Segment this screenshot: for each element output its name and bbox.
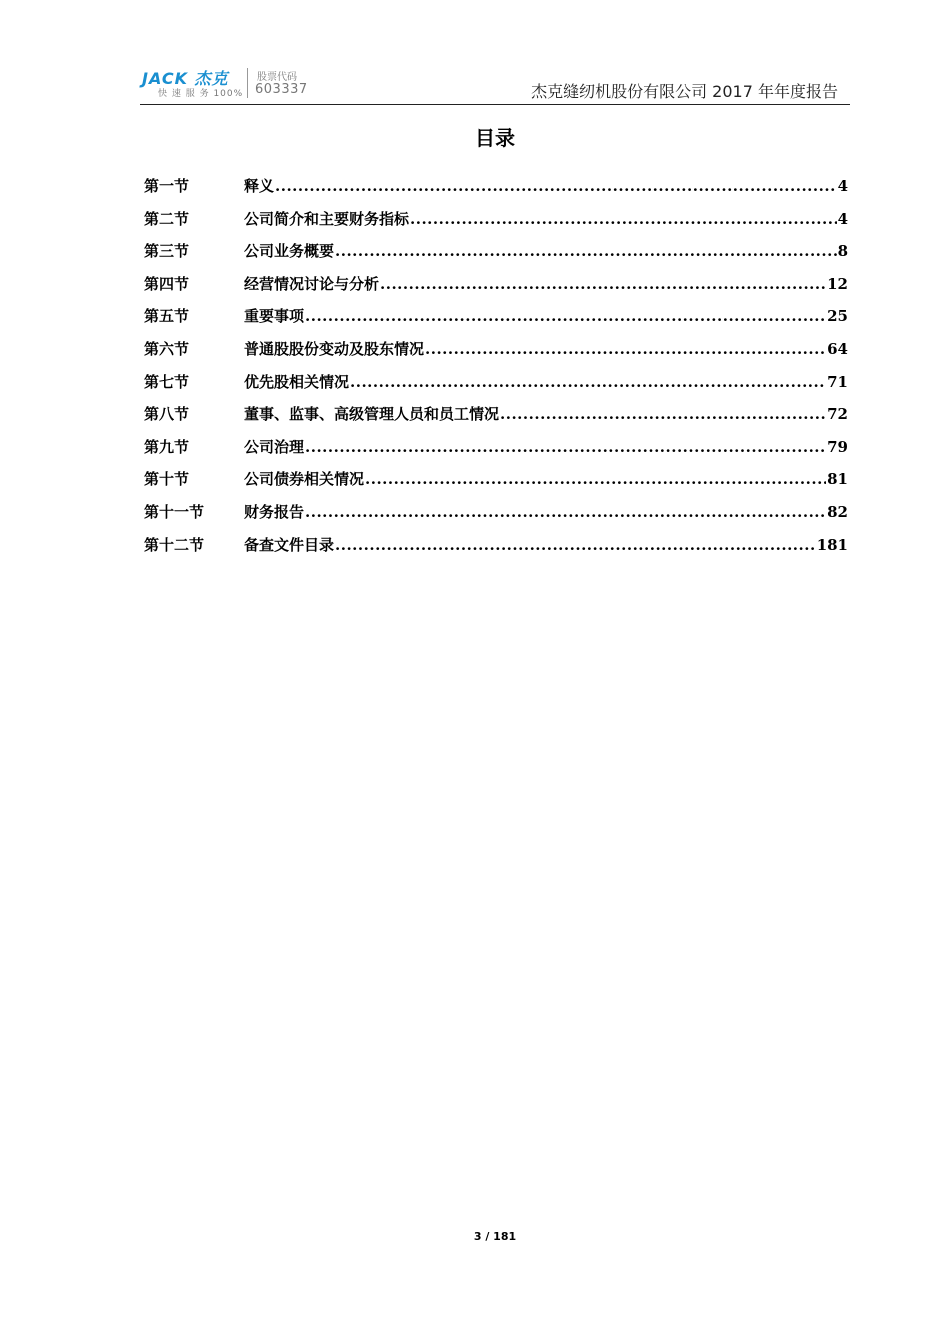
toc-page-number[interactable]: 12 bbox=[827, 274, 848, 293]
toc-section-number: 第八节 bbox=[144, 405, 190, 424]
company-logo bbox=[140, 66, 310, 100]
toc-dot-leader bbox=[380, 275, 826, 293]
toc-section-title[interactable]: 公司业务概要 bbox=[244, 242, 335, 261]
toc-section-number: 第三节 bbox=[144, 242, 190, 261]
toc-page-number[interactable]: 81 bbox=[827, 470, 848, 489]
toc-section-number: 第十节 bbox=[144, 470, 190, 489]
toc-dot-leader bbox=[425, 340, 826, 358]
toc-section-number: 第十一节 bbox=[144, 502, 205, 521]
toc-page-number[interactable]: 64 bbox=[827, 339, 848, 358]
toc-entry[interactable] bbox=[144, 338, 848, 371]
toc-page-number[interactable]: 8 bbox=[837, 242, 848, 261]
toc-section-title[interactable]: 重要事项 bbox=[244, 307, 305, 326]
logo-slogan: 快 速 服 务 100% bbox=[158, 89, 244, 99]
toc-page-number[interactable]: 4 bbox=[837, 177, 848, 195]
toc-dot-leader bbox=[335, 536, 816, 554]
toc-dot-leader bbox=[365, 470, 826, 488]
toc-section-title[interactable]: 财务报告 bbox=[244, 502, 305, 521]
toc-dot-leader bbox=[305, 307, 826, 325]
toc-dot-leader bbox=[305, 503, 826, 521]
table-of-contents bbox=[144, 175, 848, 566]
toc-section-title[interactable]: 备查文件目录 bbox=[244, 535, 335, 554]
toc-entry[interactable] bbox=[144, 240, 848, 273]
toc-dot-leader bbox=[275, 177, 837, 195]
toc-section-number: 第七节 bbox=[144, 372, 190, 391]
toc-entry[interactable] bbox=[144, 175, 848, 208]
toc-entry[interactable] bbox=[144, 305, 848, 338]
toc-dot-leader bbox=[410, 210, 837, 228]
toc-section-title[interactable]: 释义 bbox=[244, 177, 275, 195]
toc-page-number[interactable]: 72 bbox=[827, 405, 848, 424]
toc-page-number[interactable]: 79 bbox=[827, 437, 848, 456]
page-number: 3 / 181 bbox=[473, 1230, 517, 1243]
toc-section-title[interactable]: 优先股相关情况 bbox=[244, 372, 350, 391]
logo-brand: JACK 杰克 bbox=[142, 69, 229, 88]
toc-section-title[interactable]: 普通股股份变动及股东情况 bbox=[244, 339, 425, 358]
toc-section-number: 第一节 bbox=[144, 177, 190, 195]
toc-dot-leader bbox=[500, 405, 826, 423]
toc-heading: 目录 bbox=[475, 126, 515, 150]
toc-page-number[interactable]: 71 bbox=[827, 372, 848, 391]
toc-section-title[interactable]: 公司简介和主要财务指标 bbox=[244, 209, 410, 228]
toc-entry[interactable] bbox=[144, 501, 848, 534]
toc-section-number: 第四节 bbox=[144, 274, 190, 293]
toc-entry[interactable] bbox=[144, 468, 848, 501]
toc-dot-leader bbox=[350, 373, 826, 391]
toc-section-number: 第五节 bbox=[144, 307, 190, 326]
toc-section-number: 第九节 bbox=[144, 437, 190, 456]
toc-page-number[interactable]: 4 bbox=[837, 209, 848, 228]
report-title: 杰克缝纫机股份有限公司 2017 年年度报告 bbox=[531, 82, 838, 101]
toc-entry[interactable] bbox=[144, 371, 848, 404]
toc-page-number[interactable]: 181 bbox=[816, 535, 848, 554]
stock-code-label: 股票代码 bbox=[257, 72, 297, 83]
toc-section-title[interactable]: 公司债券相关情况 bbox=[244, 470, 365, 489]
page-header bbox=[140, 62, 850, 105]
toc-dot-leader bbox=[305, 438, 826, 456]
toc-section-title[interactable]: 经营情况讨论与分析 bbox=[244, 274, 380, 293]
toc-section-title[interactable]: 公司治理 bbox=[244, 437, 305, 456]
toc-entry[interactable] bbox=[144, 208, 848, 241]
toc-section-number: 第十二节 bbox=[144, 535, 205, 554]
toc-entry[interactable] bbox=[144, 436, 848, 469]
toc-page-number[interactable]: 25 bbox=[827, 307, 848, 326]
toc-entry[interactable] bbox=[144, 534, 848, 567]
stock-code: 603337 bbox=[255, 82, 308, 97]
toc-entry[interactable] bbox=[144, 273, 848, 306]
toc-section-title[interactable]: 董事、监事、高级管理人员和员工情况 bbox=[244, 405, 500, 424]
toc-dot-leader bbox=[335, 242, 837, 260]
toc-page-number[interactable]: 82 bbox=[827, 502, 848, 521]
toc-entry[interactable] bbox=[144, 403, 848, 436]
logo-divider bbox=[247, 68, 248, 98]
toc-section-number: 第六节 bbox=[144, 339, 190, 358]
toc-section-number: 第二节 bbox=[144, 209, 190, 228]
